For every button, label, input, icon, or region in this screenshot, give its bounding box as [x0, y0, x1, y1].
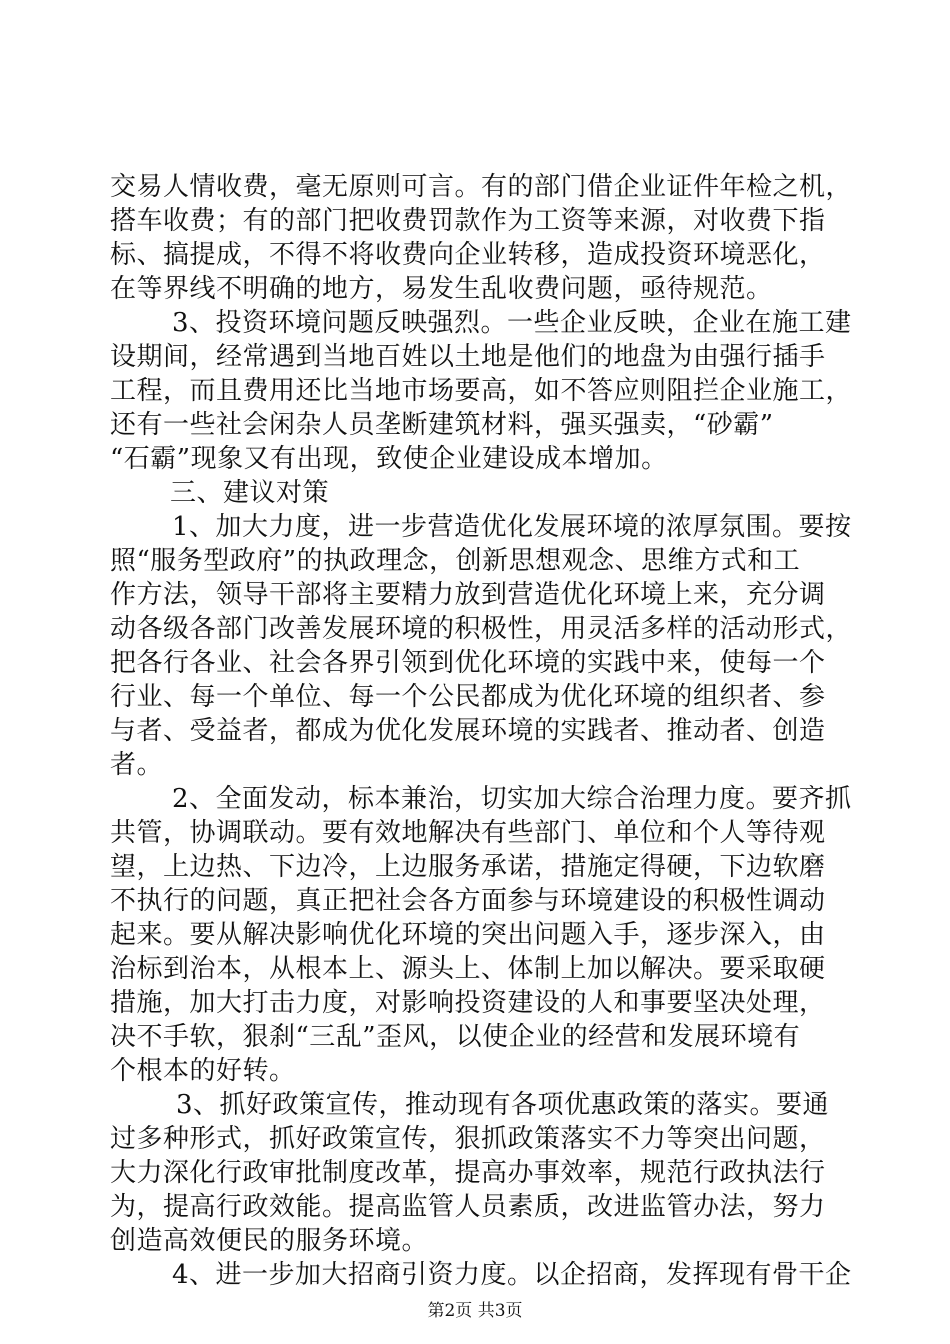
paragraph-line: 个根本的好转。	[110, 1056, 296, 1086]
paragraph-line: 创造高效便民的服务环境。	[110, 1226, 429, 1256]
paragraph-line: 照“服务型政府”的执政理念，创新思想观念、思维方式和工	[110, 546, 801, 576]
section-heading: 三、建议对策	[170, 478, 330, 508]
paragraph-line: “石霸”现象又有出现，致使企业建设成本增加。	[110, 444, 668, 474]
paragraph-line: 交易人情收费，毫无原则可言。有的部门借企业证件年检之机，	[110, 172, 853, 202]
paragraph-line: 还有一些社会闲杂人员垄断建筑材料，强买强卖，“砂霸”	[110, 410, 774, 440]
paragraph-line: 3、投资环境问题反映强烈。一些企业反映，企业在施工建	[172, 308, 852, 338]
paragraph-line: 标、搞提成，不得不将收费向企业转移，造成投资环境恶化，	[110, 240, 826, 270]
paragraph-line: 治标到治本，从根本上、源头上、体制上加以解决。要采取硬	[110, 954, 826, 984]
paragraph-line: 大力深化行政审批制度改革，提高办事效率，规范行政执法行	[110, 1158, 826, 1188]
paragraph-line: 过多种形式，抓好政策宣传，狠抓政策落实不力等突出问题，	[110, 1124, 826, 1154]
paragraph-line: 措施，加大打击力度，对影响投资建设的人和事要坚决处理，	[110, 988, 826, 1018]
paragraph-line: 望，上边热、下边冷，上边服务承诺，措施定得硬，下边软磨	[110, 852, 826, 882]
paragraph-line: 3、抓好政策宣传，推动现有各项优惠政策的落实。要通	[176, 1090, 830, 1120]
paragraph-line: 为，提高行政效能。提高监管人员素质，改进监管办法，努力	[110, 1192, 826, 1222]
paragraph-line: 作方法，领导干部将主要精力放到营造优化环境上来，充分调	[110, 580, 826, 610]
paragraph-line: 工程，而且费用还比当地市场要高，如不答应则阻拦企业施工，	[110, 376, 853, 406]
paragraph-line: 在等界线不明确的地方，易发生乱收费问题，亟待规范。	[110, 274, 773, 304]
paragraph-line: 与者、受益者，都成为优化发展环境的实践者、推动者、创造	[110, 716, 826, 746]
paragraph-line: 设期间，经常遇到当地百姓以土地是他们的地盘为由强行插手	[110, 342, 826, 372]
page-number-footer: 第2页 共3页	[427, 1301, 523, 1321]
paragraph-line: 共管，协调联动。要有效地解决有些部门、单位和个人等待观	[110, 818, 826, 848]
paragraph-line: 行业、每一个单位、每一个公民都成为优化环境的组织者、参	[110, 682, 826, 712]
paragraph-line: 不执行的问题，真正把社会各方面参与环境建设的积极性调动	[110, 886, 826, 916]
paragraph-line: 者。	[110, 750, 164, 780]
paragraph-line: 把各行各业、社会各界引领到优化环境的实践中来，使每一个	[110, 648, 826, 678]
paragraph-line: 决不手软，狠刹“三乱”歪风，以使企业的经营和发展环境有	[110, 1022, 801, 1052]
paragraph-line: 1、加大力度，进一步营造优化发展环境的浓厚氛围。要按	[172, 512, 852, 542]
paragraph-line: 2、全面发动，标本兼治，切实加大综合治理力度。要齐抓	[172, 784, 852, 814]
paragraph-line: 起来。要从解决影响优化环境的突出问题入手，逐步深入，由	[110, 920, 826, 950]
paragraph-line: 动各级各部门改善发展环境的积极性，用灵活多样的活动形式，	[110, 614, 853, 644]
paragraph-line: 4、进一步加大招商引资力度。以企招商，发挥现有骨干企	[172, 1260, 852, 1290]
paragraph-line: 搭车收费；有的部门把收费罚款作为工资等来源，对收费下指	[110, 206, 826, 236]
